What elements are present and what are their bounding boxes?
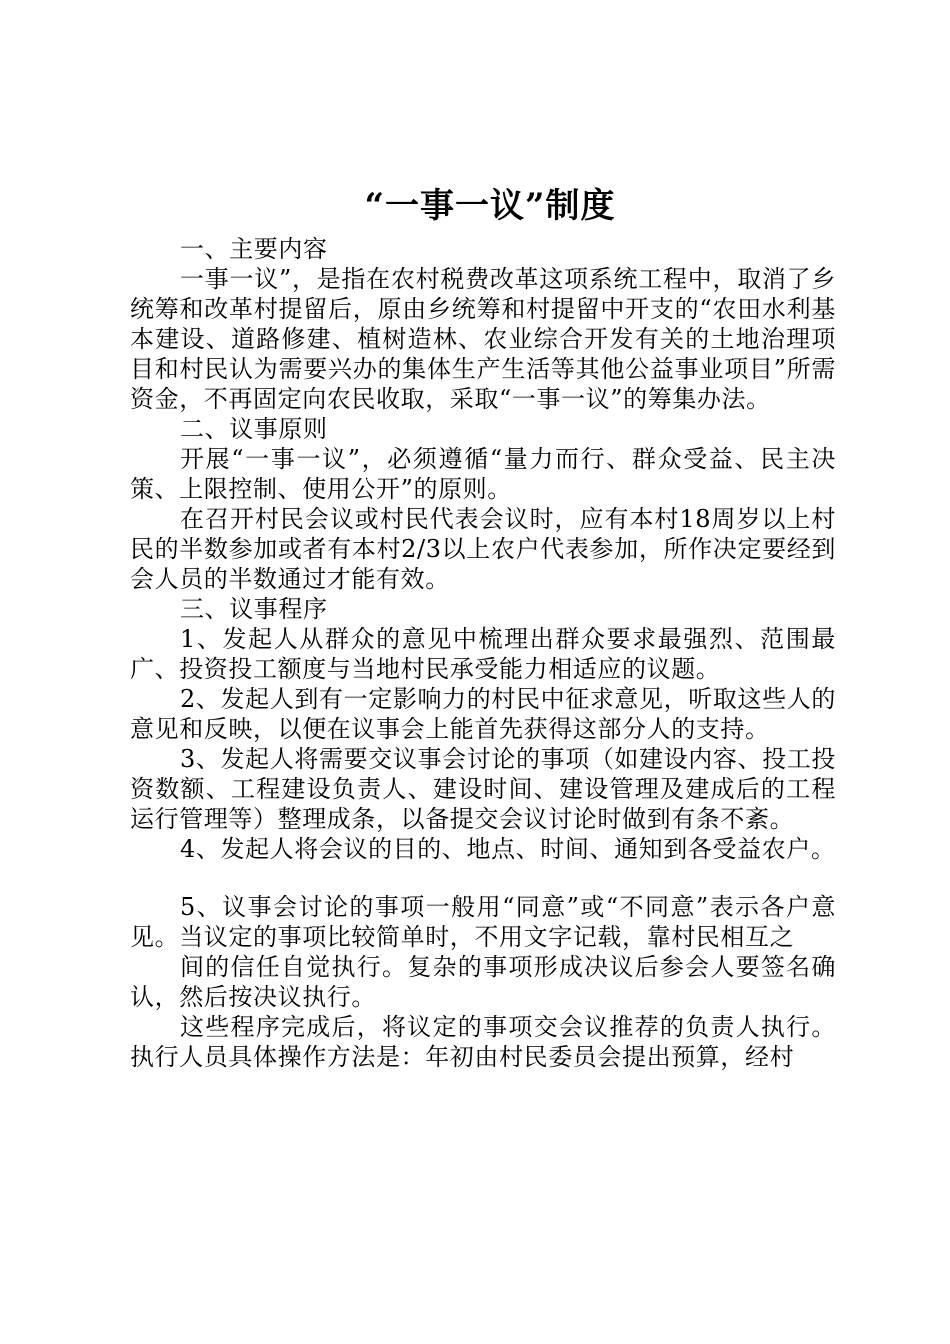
section-heading-procedure: 三、议事程序 [180,595,328,623]
procedure-step-1: 1、发起人从群众的意见中梳理出群众要求最强烈、范围最广、投资投工额度与当地村民承受能力相适应的议题。 [130,625,836,683]
paragraph-execution: 这些程序完成后，将议定的事项交会议推荐的负责人执行。执行人员具体操作方法是：年初由村民委员会提出预算，经村 [130,1013,836,1071]
procedure-step-3: 3、发起人将需要交议事会讨论的事项（如建设内容、投工投资数额、工程建设负责人、建设时间、建设管理及建成后的工程运行管理等）整理成条，以备提交会议讨论时做到有条不紊。 [130,745,836,833]
procedure-step-2: 2、发起人到有一定影响力的村民中征求意见，听取这些人的意见和反映，以便在议事会上能首先获得这部分人的支持。 [130,685,836,743]
document-title: “一事一议”制度 [364,186,616,226]
paragraph-meeting-quorum: 在召开村民会议或村民代表会议时，应有本村18周岁以上村民的半数参加或者有本村2/3以上农户代表参加，所作决定要经到会人员的半数通过才能有效。 [130,505,836,593]
section-heading-principles: 二、议事原则 [180,415,328,443]
paragraph-principles: 开展“一事一议”，必须遵循“量力而行、群众受益、民主决策、上限控制、使用公开”的原则。 [130,445,836,503]
procedure-step-4: 4、发起人将会议的目的、地点、时间、通知到各受益农户。 [180,835,836,863]
paragraph-definition: 一事一议”，是指在农村税费改革这项系统工程中，取消了乡统筹和改革村提留后，原由乡统筹和村提留中开支的“农田水利基本建设、道路修建、植树造林、农业综合开发有关的土地治理项目和村民认为需要兴办的集体生产生活等其他公益事业项目”所需资金，不再固定向农民收取，采取“一事一议”的筹集办法。 [130,265,836,413]
section-heading-main-content: 一、主要内容 [180,235,328,263]
document-body [130,234,836,1072]
procedure-step-5: 5、议事会讨论的事项一般用“同意”或“不同意”表示各户意见。当议定的事项比较简单时，不用文字记载，靠村民相互之 [130,893,836,951]
procedure-step-5-continued: 间的信任自觉执行。复杂的事项形成决议后参会人要签名确认，然后按决议执行。 [130,953,836,1011]
